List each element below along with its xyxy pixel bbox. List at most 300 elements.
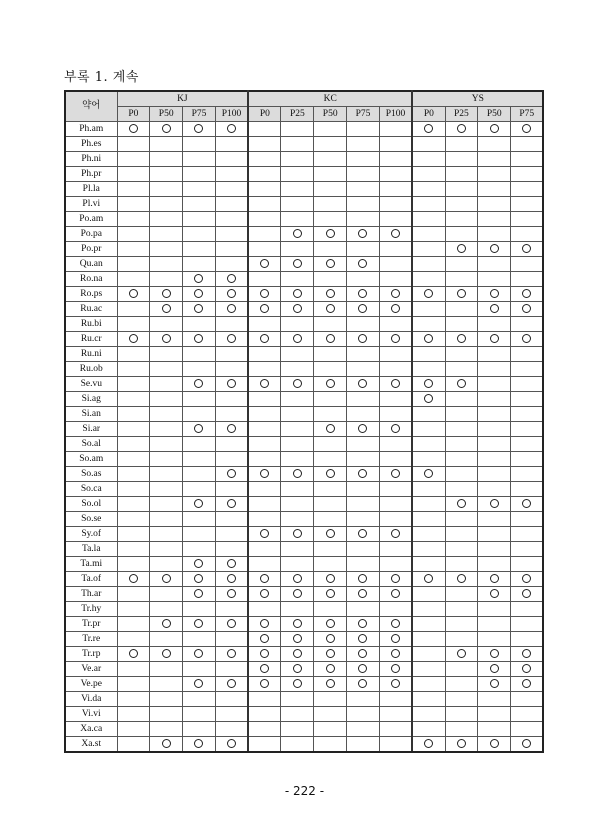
cell-kc-p0 (248, 392, 281, 407)
cell-ys-p25 (445, 602, 478, 617)
cell-kc-p25 (281, 737, 314, 753)
table-row (65, 377, 543, 392)
cell-kc-p25 (281, 197, 314, 212)
cell-kc-p0 (248, 542, 281, 557)
cell-kc-p75 (347, 512, 380, 527)
presence-circle-icon (358, 289, 367, 298)
cell-kc-p100 (379, 242, 412, 257)
cell-ys-p75 (511, 347, 544, 362)
cell-kc-p100 (379, 317, 412, 332)
cell-kc-p0 (248, 647, 281, 662)
cell-kj-p0 (117, 467, 150, 482)
cell-ys-p0 (412, 377, 445, 392)
cell-ys-p0 (412, 422, 445, 437)
table-row (65, 197, 543, 212)
cell-ys-p75 (511, 182, 544, 197)
species-abbreviation: Ru.bi (65, 317, 117, 332)
presence-circle-icon (391, 289, 400, 298)
species-abbreviation: Pl.la (65, 182, 117, 197)
cell-kc-p25 (281, 407, 314, 422)
table-row (65, 422, 543, 437)
cell-kj-p100 (215, 257, 248, 272)
cell-kc-p0 (248, 557, 281, 572)
table-row (65, 302, 543, 317)
cell-ys-p0 (412, 197, 445, 212)
presence-circle-icon (490, 649, 499, 658)
cell-kc-p75 (347, 587, 380, 602)
cell-kc-p0 (248, 272, 281, 287)
presence-circle-icon (522, 124, 531, 133)
presence-circle-icon (194, 589, 203, 598)
cell-kj-p50 (150, 422, 183, 437)
cell-ys-p25 (445, 257, 478, 272)
cell-kc-p75 (347, 572, 380, 587)
presence-circle-icon (490, 574, 499, 583)
cell-kj-p75 (183, 227, 216, 242)
cell-kc-p50 (314, 242, 347, 257)
cell-kc-p100 (379, 467, 412, 482)
cell-kc-p25 (281, 662, 314, 677)
cell-kc-p75 (347, 272, 380, 287)
cell-kc-p75 (347, 347, 380, 362)
presence-circle-icon (260, 289, 269, 298)
cell-ys-p75 (511, 587, 544, 602)
species-abbreviation: Si.an (65, 407, 117, 422)
cell-kj-p50 (150, 392, 183, 407)
cell-kc-p25 (281, 527, 314, 542)
cell-ys-p25 (445, 677, 478, 692)
cell-kj-p75 (183, 182, 216, 197)
presence-circle-icon (293, 664, 302, 673)
cell-kc-p50 (314, 362, 347, 377)
cell-kc-p25 (281, 152, 314, 167)
presence-circle-icon (522, 499, 531, 508)
presence-circle-icon (522, 289, 531, 298)
cell-kj-p100 (215, 122, 248, 137)
cell-kj-p0 (117, 407, 150, 422)
cell-kc-p100 (379, 692, 412, 707)
species-abbreviation: Th.ar (65, 587, 117, 602)
cell-kc-p25 (281, 287, 314, 302)
cell-ys-p0 (412, 617, 445, 632)
species-abbreviation: Si.ar (65, 422, 117, 437)
cell-kc-p100 (379, 272, 412, 287)
cell-kj-p50 (150, 677, 183, 692)
cell-ys-p75 (511, 377, 544, 392)
cell-ys-p50 (478, 707, 511, 722)
cell-ys-p0 (412, 167, 445, 182)
cell-ys-p25 (445, 512, 478, 527)
presence-circle-icon (162, 739, 171, 748)
cell-kj-p0 (117, 197, 150, 212)
cell-ys-p0 (412, 437, 445, 452)
cell-kc-p25 (281, 137, 314, 152)
cell-kj-p0 (117, 437, 150, 452)
cell-kj-p75 (183, 692, 216, 707)
cell-kj-p50 (150, 242, 183, 257)
cell-kj-p50 (150, 737, 183, 753)
presence-circle-icon (490, 289, 499, 298)
cell-kc-p50 (314, 122, 347, 137)
presence-circle-icon (162, 574, 171, 583)
cell-ys-p0 (412, 287, 445, 302)
cell-kc-p25 (281, 332, 314, 347)
cell-ys-p25 (445, 692, 478, 707)
cell-kc-p25 (281, 467, 314, 482)
cell-ys-p25 (445, 632, 478, 647)
presence-circle-icon (326, 469, 335, 478)
cell-kj-p50 (150, 182, 183, 197)
cell-kj-p75 (183, 347, 216, 362)
presence-circle-icon (260, 304, 269, 313)
cell-kc-p75 (347, 152, 380, 167)
table-row (65, 452, 543, 467)
cell-ys-p50 (478, 437, 511, 452)
cell-kc-p100 (379, 362, 412, 377)
presence-circle-icon (391, 229, 400, 238)
cell-kj-p100 (215, 167, 248, 182)
cell-kj-p50 (150, 287, 183, 302)
cell-kc-p75 (347, 257, 380, 272)
cell-ys-p50 (478, 287, 511, 302)
cell-ys-p50 (478, 737, 511, 753)
presence-circle-icon (391, 589, 400, 598)
cell-kj-p0 (117, 302, 150, 317)
presence-circle-icon (194, 649, 203, 658)
presence-circle-icon (227, 289, 236, 298)
cell-kj-p100 (215, 197, 248, 212)
cell-kj-p100 (215, 527, 248, 542)
cell-ys-p25 (445, 197, 478, 212)
cell-ys-p50 (478, 647, 511, 662)
cell-kj-p50 (150, 332, 183, 347)
cell-ys-p75 (511, 287, 544, 302)
species-abbreviation: So.as (65, 467, 117, 482)
table-body (65, 122, 543, 753)
presence-circle-icon (391, 424, 400, 433)
cell-kc-p50 (314, 347, 347, 362)
cell-ys-p75 (511, 212, 544, 227)
cell-kc-p50 (314, 557, 347, 572)
cell-ys-p75 (511, 677, 544, 692)
cell-kc-p50 (314, 662, 347, 677)
presence-circle-icon (358, 634, 367, 643)
cell-kc-p25 (281, 557, 314, 572)
presence-circle-icon (522, 739, 531, 748)
presence-circle-icon (194, 379, 203, 388)
cell-kc-p75 (347, 287, 380, 302)
presence-table (64, 90, 544, 753)
cell-kc-p50 (314, 257, 347, 272)
cell-kj-p50 (150, 257, 183, 272)
cell-kj-p0 (117, 227, 150, 242)
cell-ys-p50 (478, 632, 511, 647)
cell-ys-p75 (511, 512, 544, 527)
presence-circle-icon (260, 529, 269, 538)
table-row (65, 572, 543, 587)
cell-kc-p100 (379, 182, 412, 197)
presence-circle-icon (227, 499, 236, 508)
cell-kc-p0 (248, 662, 281, 677)
presence-circle-icon (162, 619, 171, 628)
cell-kc-p25 (281, 692, 314, 707)
cell-kc-p0 (248, 692, 281, 707)
cell-kc-p25 (281, 122, 314, 137)
cell-kj-p75 (183, 527, 216, 542)
cell-kj-p50 (150, 452, 183, 467)
presence-circle-icon (424, 394, 433, 403)
cell-kc-p75 (347, 542, 380, 557)
cell-ys-p0 (412, 257, 445, 272)
cell-kc-p0 (248, 332, 281, 347)
cell-kc-p50 (314, 647, 347, 662)
cell-ys-p0 (412, 317, 445, 332)
cell-kc-p50 (314, 602, 347, 617)
cell-ys-p50 (478, 602, 511, 617)
cell-kc-p100 (379, 407, 412, 422)
cell-kj-p50 (150, 137, 183, 152)
cell-kj-p50 (150, 542, 183, 557)
cell-ys-p0 (412, 392, 445, 407)
cell-kc-p75 (347, 317, 380, 332)
cell-ys-p50 (478, 512, 511, 527)
cell-kj-p100 (215, 437, 248, 452)
cell-kj-p0 (117, 332, 150, 347)
cell-ys-p75 (511, 632, 544, 647)
cell-ys-p50 (478, 662, 511, 677)
cell-kj-p0 (117, 287, 150, 302)
cell-kj-p75 (183, 557, 216, 572)
presence-circle-icon (326, 289, 335, 298)
cell-kj-p100 (215, 737, 248, 753)
column-header-ys-p0: P0 (412, 107, 445, 122)
abbr-column-header: 약어 (65, 91, 117, 122)
cell-ys-p75 (511, 152, 544, 167)
cell-kj-p75 (183, 407, 216, 422)
table-row (65, 332, 543, 347)
cell-kc-p75 (347, 677, 380, 692)
cell-ys-p50 (478, 587, 511, 602)
presence-circle-icon (194, 499, 203, 508)
presence-circle-icon (326, 229, 335, 238)
cell-kc-p50 (314, 692, 347, 707)
cell-kj-p50 (150, 407, 183, 422)
cell-kj-p75 (183, 437, 216, 452)
presence-circle-icon (194, 274, 203, 283)
cell-kc-p0 (248, 317, 281, 332)
cell-ys-p75 (511, 242, 544, 257)
cell-kj-p75 (183, 152, 216, 167)
cell-ys-p0 (412, 542, 445, 557)
cell-ys-p25 (445, 527, 478, 542)
cell-ys-p50 (478, 377, 511, 392)
cell-ys-p25 (445, 437, 478, 452)
cell-kc-p25 (281, 542, 314, 557)
presence-circle-icon (326, 304, 335, 313)
cell-kc-p0 (248, 737, 281, 753)
cell-kj-p75 (183, 602, 216, 617)
cell-kj-p50 (150, 122, 183, 137)
cell-kj-p75 (183, 287, 216, 302)
cell-ys-p25 (445, 377, 478, 392)
cell-ys-p25 (445, 722, 478, 737)
cell-ys-p25 (445, 497, 478, 512)
cell-ys-p50 (478, 167, 511, 182)
cell-kc-p75 (347, 497, 380, 512)
cell-kj-p0 (117, 377, 150, 392)
cell-kc-p50 (314, 587, 347, 602)
presence-circle-icon (293, 259, 302, 268)
cell-kj-p75 (183, 122, 216, 137)
cell-ys-p0 (412, 632, 445, 647)
cell-kc-p25 (281, 587, 314, 602)
cell-kj-p100 (215, 332, 248, 347)
cell-kj-p100 (215, 572, 248, 587)
species-abbreviation: Xa.ca (65, 722, 117, 737)
cell-kj-p50 (150, 437, 183, 452)
cell-ys-p50 (478, 467, 511, 482)
species-abbreviation: Ta.of (65, 572, 117, 587)
subcolumn-header-row (65, 107, 543, 122)
cell-kj-p0 (117, 212, 150, 227)
cell-kj-p0 (117, 647, 150, 662)
cell-kc-p75 (347, 392, 380, 407)
cell-kj-p50 (150, 587, 183, 602)
table-row (65, 707, 543, 722)
cell-kc-p0 (248, 197, 281, 212)
cell-kj-p0 (117, 362, 150, 377)
cell-kc-p0 (248, 452, 281, 467)
presence-circle-icon (391, 379, 400, 388)
cell-kc-p50 (314, 617, 347, 632)
presence-circle-icon (326, 664, 335, 673)
cell-kj-p75 (183, 617, 216, 632)
cell-kc-p100 (379, 617, 412, 632)
cell-kj-p0 (117, 737, 150, 753)
cell-kc-p25 (281, 422, 314, 437)
cell-kc-p100 (379, 137, 412, 152)
cell-kj-p75 (183, 647, 216, 662)
cell-ys-p50 (478, 152, 511, 167)
table-row (65, 722, 543, 737)
cell-kc-p0 (248, 422, 281, 437)
cell-kc-p25 (281, 512, 314, 527)
cell-kc-p0 (248, 122, 281, 137)
cell-ys-p0 (412, 512, 445, 527)
cell-ys-p75 (511, 662, 544, 677)
cell-kj-p50 (150, 152, 183, 167)
presence-circle-icon (162, 649, 171, 658)
cell-ys-p75 (511, 197, 544, 212)
cell-kj-p50 (150, 617, 183, 632)
cell-kj-p75 (183, 212, 216, 227)
cell-kj-p75 (183, 572, 216, 587)
cell-ys-p0 (412, 347, 445, 362)
cell-ys-p25 (445, 467, 478, 482)
table-row (65, 347, 543, 362)
presence-circle-icon (326, 574, 335, 583)
cell-ys-p25 (445, 137, 478, 152)
species-abbreviation: So.ca (65, 482, 117, 497)
presence-circle-icon (260, 379, 269, 388)
cell-ys-p0 (412, 557, 445, 572)
species-abbreviation: Ru.ac (65, 302, 117, 317)
presence-circle-icon (457, 289, 466, 298)
cell-kc-p25 (281, 317, 314, 332)
cell-kc-p50 (314, 482, 347, 497)
cell-ys-p25 (445, 707, 478, 722)
presence-circle-icon (162, 289, 171, 298)
cell-kc-p75 (347, 707, 380, 722)
table-row (65, 467, 543, 482)
cell-kj-p75 (183, 482, 216, 497)
cell-kc-p75 (347, 602, 380, 617)
cell-kc-p75 (347, 302, 380, 317)
cell-kc-p100 (379, 347, 412, 362)
cell-kc-p0 (248, 527, 281, 542)
table-row (65, 152, 543, 167)
cell-ys-p0 (412, 677, 445, 692)
cell-kj-p75 (183, 632, 216, 647)
presence-circle-icon (227, 559, 236, 568)
cell-kc-p0 (248, 632, 281, 647)
cell-ys-p25 (445, 647, 478, 662)
cell-kc-p0 (248, 362, 281, 377)
cell-kc-p25 (281, 632, 314, 647)
cell-kj-p0 (117, 392, 150, 407)
cell-ys-p75 (511, 452, 544, 467)
species-abbreviation: So.se (65, 512, 117, 527)
cell-kj-p100 (215, 212, 248, 227)
presence-circle-icon (358, 259, 367, 268)
cell-kj-p75 (183, 317, 216, 332)
cell-ys-p75 (511, 437, 544, 452)
cell-ys-p0 (412, 692, 445, 707)
cell-kc-p0 (248, 467, 281, 482)
cell-kc-p100 (379, 632, 412, 647)
presence-circle-icon (227, 469, 236, 478)
presence-circle-icon (326, 424, 335, 433)
cell-kc-p100 (379, 482, 412, 497)
cell-kc-p50 (314, 452, 347, 467)
presence-circle-icon (260, 589, 269, 598)
cell-kj-p50 (150, 272, 183, 287)
presence-circle-icon (194, 124, 203, 133)
cell-ys-p25 (445, 407, 478, 422)
cell-kj-p75 (183, 197, 216, 212)
presence-circle-icon (522, 679, 531, 688)
cell-kc-p25 (281, 617, 314, 632)
cell-kj-p100 (215, 407, 248, 422)
species-abbreviation: Ph.es (65, 137, 117, 152)
cell-kc-p0 (248, 707, 281, 722)
table-row (65, 287, 543, 302)
cell-kc-p75 (347, 167, 380, 182)
cell-kj-p0 (117, 527, 150, 542)
cell-kj-p100 (215, 227, 248, 242)
cell-kc-p75 (347, 377, 380, 392)
cell-ys-p50 (478, 257, 511, 272)
cell-kj-p75 (183, 167, 216, 182)
presence-circle-icon (457, 334, 466, 343)
presence-circle-icon (260, 259, 269, 268)
cell-kc-p0 (248, 602, 281, 617)
cell-kc-p25 (281, 602, 314, 617)
page-number: - 222 - (284, 784, 325, 798)
cell-kj-p50 (150, 362, 183, 377)
table-row (65, 167, 543, 182)
table-row (65, 647, 543, 662)
